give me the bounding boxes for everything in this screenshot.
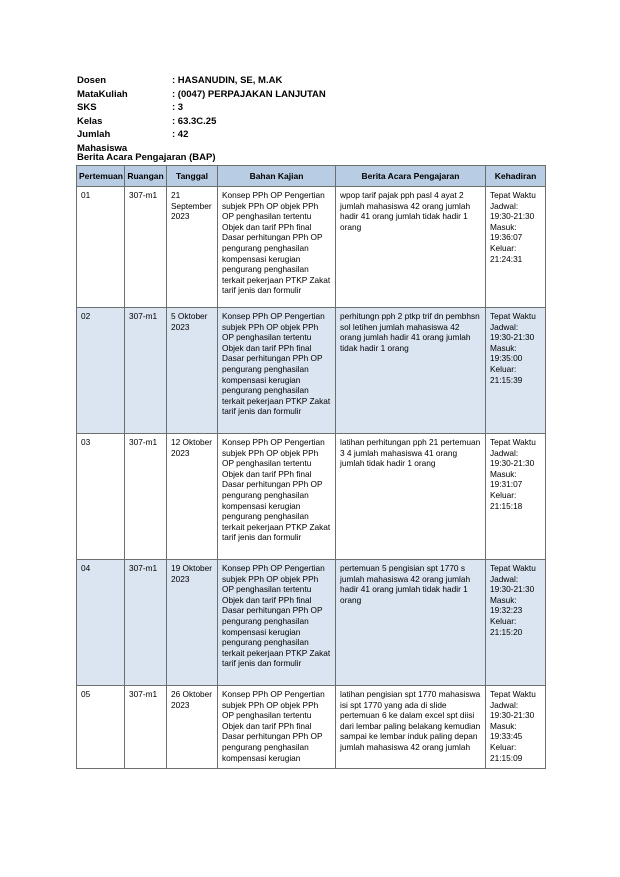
kehadiran-jadwal-label: Jadwal:: [490, 447, 519, 458]
cell-tanggal: 12 Oktober 2023: [167, 434, 218, 560]
table-row: [77, 686, 546, 769]
kehadiran-masuk-label: Masuk:: [490, 594, 517, 605]
cell-kehadiran: [486, 560, 546, 686]
cell-ruangan: 307-m1: [125, 187, 167, 308]
cell-berita-acara: wpop tarif pajak pph pasl 4 ayat 2 jumlah mahasiswa 42 orang jumlah hadir 41 orang jumlah tidak hadir 1 orang: [336, 187, 486, 308]
table-row: [77, 434, 546, 560]
cell-tanggal: 19 Oktober 2023: [167, 560, 218, 686]
kehadiran-masuk-label: Masuk:: [490, 468, 517, 479]
kehadiran-keluar-value: 21:15:18: [490, 500, 523, 511]
info-value: : 63.3C.25: [172, 115, 217, 127]
cell-bahan-kajian: Konsep PPh OP Pengertian subjek PPh OP objek PPh OP penghasilan tertentu Objek dan tarif PPh final Dasar perhitungan PPh OP pengurang penghasilan kompensasi kerugian pengurang penghasilan terkait pekerjaan PTKP Zakat tarif jenis dan formulir: [218, 308, 336, 434]
kehadiran-status: Tepat Waktu: [490, 190, 536, 200]
kehadiran-keluar-label: Keluar:: [490, 615, 517, 626]
cell-pertemuan: 03: [77, 434, 125, 560]
cell-ruangan: 307-m1: [125, 308, 167, 434]
kehadiran-status: Tepat Waktu: [490, 563, 536, 573]
cell-pertemuan: 04: [77, 560, 125, 686]
cell-kehadiran: [486, 308, 546, 434]
kehadiran-keluar-label: Keluar:: [490, 741, 517, 752]
cell-berita-acara: latihan perhitungan pph 21 pertemuan 3 4 jumlah mahasiswa 41 orang jumlah tidak hadir 1 orang: [336, 434, 486, 560]
kehadiran-jadwal-label: Jadwal:: [490, 573, 519, 584]
section-title: Berita Acara Pengajaran (BAP): [77, 152, 216, 163]
cell-berita-acara: pertemuan 5 pengisian spt 1770 s jumlah mahasiswa 42 orang jumlah hadir 41 orang jumlah tidak hadir 1 orang: [336, 560, 486, 686]
kehadiran-keluar-value: 21:15:39: [490, 374, 523, 385]
kehadiran-status: Tepat Waktu: [490, 437, 536, 447]
info-value: : HASANUDIN, SE, M.AK: [172, 75, 283, 86]
cell-kehadiran: [486, 686, 546, 769]
kehadiran-masuk-value: 19:36:07: [490, 232, 523, 243]
cell-pertemuan: 05: [77, 686, 125, 769]
cell-kehadiran: [486, 187, 546, 308]
info-label: Kelas: [77, 115, 103, 127]
info-value: : (0047) PERPAJAKAN LANJUTAN: [172, 88, 326, 100]
col-header-ruangan: Ruangan: [125, 166, 167, 187]
col-header-berita-acara: Berita Acara Pengajaran: [336, 166, 486, 187]
cell-bahan-kajian: Konsep PPh OP Pengertian subjek PPh OP objek PPh OP penghasilan tertentu Objek dan tarif PPh final Dasar perhitungan PPh OP pengurang penghasilan kompensasi kerugian: [218, 686, 336, 769]
kehadiran-jadwal-value: 19:30-21:30: [490, 332, 535, 343]
info-label: Dosen: [77, 75, 107, 86]
kehadiran-masuk-value: 19:31:07: [490, 479, 523, 490]
col-header-pertemuan: Pertemuan: [77, 166, 125, 187]
cell-tanggal: 26 Oktober 2023: [167, 686, 218, 769]
table-header-row: [77, 166, 546, 187]
kehadiran-status: Tepat Waktu: [490, 311, 536, 321]
col-header-bahan-kajian: Bahan Kajian: [218, 166, 336, 187]
kehadiran-jadwal-value: 19:30-21:30: [490, 710, 535, 721]
info-label: SKS: [77, 102, 97, 113]
info-value: : 3: [172, 102, 184, 113]
cell-ruangan: 307-m1: [125, 434, 167, 560]
col-header-kehadiran: Kehadiran: [486, 166, 546, 187]
table-row: [77, 560, 546, 686]
info-value: : 42: [172, 129, 189, 140]
kehadiran-masuk-value: 19:33:45: [490, 731, 523, 742]
kehadiran-status: Tepat Waktu: [490, 689, 536, 699]
kehadiran-keluar-value: 21:15:09: [490, 752, 523, 763]
kehadiran-keluar-value: 21:15:20: [490, 626, 523, 637]
kehadiran-masuk-label: Masuk:: [490, 342, 517, 353]
cell-bahan-kajian: Konsep PPh OP Pengertian subjek PPh OP objek PPh OP penghasilan tertentu Objek dan tarif PPh final Dasar perhitungan PPh OP pengurang penghasilan kompensasi kerugian pengurang penghasilan terkait pekerjaan PTKP Zakat tarif jenis dan formulir: [218, 560, 336, 686]
table-row: [77, 187, 546, 308]
cell-tanggal: 21 September 2023: [167, 187, 218, 308]
cell-kehadiran: [486, 434, 546, 560]
cell-ruangan: 307-m1: [125, 560, 167, 686]
info-label: MataKuliah: [77, 88, 128, 100]
kehadiran-masuk-label: Masuk:: [490, 221, 517, 232]
cell-bahan-kajian: Konsep PPh OP Pengertian subjek PPh OP objek PPh OP penghasilan tertentu Objek dan tarif PPh final Dasar perhitungan PPh OP pengurang penghasilan kompensasi kerugian pengurang penghasilan terkait pekerjaan PTKP Zakat tarif jenis dan formulir: [218, 434, 336, 560]
cell-ruangan: 307-m1: [125, 686, 167, 769]
kehadiran-keluar-value: 21:24:31: [490, 253, 523, 264]
cell-berita-acara: latihan pengisian spt 1770 mahasiswa isi spt 1770 yang ada di slide pertemuan 6 ke dalam excel spt diisi dari lembar paling belakang kemudian sampai ke lembar induk paling depan jumlah mahasiswa 42 orang jumlah: [336, 686, 486, 769]
kehadiran-jadwal-value: 19:30-21:30: [490, 458, 535, 469]
kehadiran-masuk-value: 19:32:23: [490, 605, 523, 616]
kehadiran-keluar-label: Keluar:: [490, 489, 517, 500]
kehadiran-jadwal-label: Jadwal:: [490, 200, 519, 211]
kehadiran-jadwal-value: 19:30-21:30: [490, 584, 535, 595]
kehadiran-masuk-value: 19:35:00: [490, 353, 523, 364]
cell-pertemuan: 01: [77, 187, 125, 308]
kehadiran-masuk-label: Masuk:: [490, 720, 517, 731]
info-label: Jumlah Mahasiswa: [77, 129, 128, 154]
bap-table: [76, 165, 546, 769]
cell-berita-acara: perhitungn pph 2 ptkp trif dn pembhsn sol letihen jumlah mahasiswa 42 orang jumlah hadir 41 orang jumlah tidak hadir 1 orang: [336, 308, 486, 434]
kehadiran-jadwal-label: Jadwal:: [490, 699, 519, 710]
kehadiran-jadwal-value: 19:30-21:30: [490, 211, 535, 222]
cell-bahan-kajian: Konsep PPh OP Pengertian subjek PPh OP objek PPh OP penghasilan tertentu Objek dan tarif PPh final Dasar perhitungan PPh OP pengurang penghasilan kompensasi kerugian pengurang penghasilan terkait pekerjaan PTKP Zakat tarif jenis dan formulir: [218, 187, 336, 308]
kehadiran-jadwal-label: Jadwal:: [490, 321, 519, 332]
kehadiran-keluar-label: Keluar:: [490, 363, 517, 374]
table-row: [77, 308, 546, 434]
col-header-tanggal: Tanggal: [167, 166, 218, 187]
cell-tanggal: 5 Oktober 2023: [167, 308, 218, 434]
kehadiran-keluar-label: Keluar:: [490, 242, 517, 253]
cell-pertemuan: 02: [77, 308, 125, 434]
